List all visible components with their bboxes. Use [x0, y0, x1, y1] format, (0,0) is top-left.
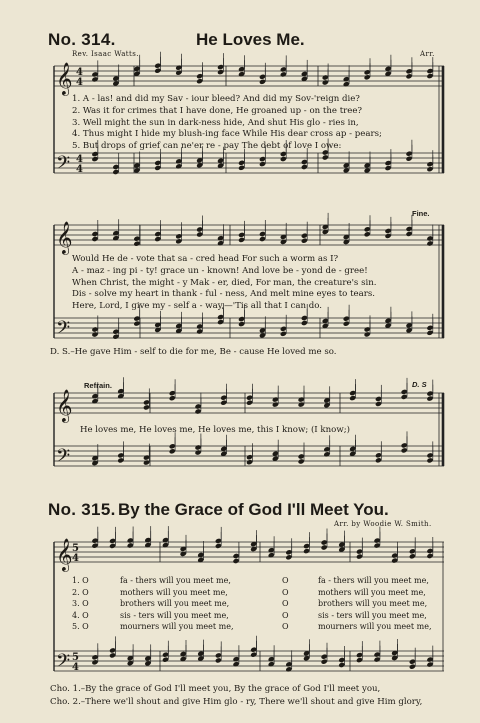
- verse-cell: sis - ters will you meet me,: [318, 610, 427, 620]
- verse-cell: O: [282, 610, 289, 620]
- refrain-label: Refrain.: [84, 381, 112, 390]
- verse-cell: 2. O: [72, 587, 89, 597]
- verse-line: Dis - solve my heart in thank - ful - ness, And melt mine eyes to tears.: [72, 289, 375, 300]
- hymn-315-arr: Arr. by Woodie W. Smith.: [334, 520, 432, 528]
- verse-cell: mourners will you meet me,: [120, 622, 234, 632]
- verse-line: 1. A - las! and did my Sav - iour bleed? And did my Sov-'reign die?: [72, 94, 360, 104]
- verse-line: 5. But drops of grief can ne'er re - pay The debt of love I owe:: [72, 141, 342, 152]
- svg-text:4: 4: [76, 77, 83, 88]
- verse-cell: fa - thers will you meet me,: [318, 576, 429, 585]
- svg-text:4: 4: [76, 154, 83, 165]
- bass-clef-icon: 𝄢: [56, 446, 71, 471]
- verse-line: When Christ, the might - y Mak - er, died, For man, the creature's sin.: [72, 277, 377, 288]
- verse-cell: O: [282, 587, 289, 597]
- refrain-text: He loves me, He loves me, He loves me, this I know; (I know;): [80, 425, 350, 435]
- svg-text:4: 4: [72, 662, 79, 673]
- verse-cell: 1. O: [72, 576, 89, 585]
- verse-line: Here, Lord, I give my - self a - way,—'Tis all that I can do.: [72, 301, 322, 312]
- verse-cell: brothers will you meet me,: [120, 599, 230, 609]
- hymn-314-title: He Loves Me.: [196, 30, 305, 49]
- hymn-314-author: Rev. Isaac Watts.: [72, 50, 139, 58]
- hymn-314-arr: Arr.: [420, 50, 435, 58]
- verse-cell: fa - thers will you meet me,: [120, 576, 231, 585]
- verse-cell: 5. O: [72, 622, 89, 632]
- verse-cell: O: [282, 622, 289, 632]
- treble-clef-icon: 𝄞: [56, 538, 73, 571]
- hymn-315-title: By the Grace of God I'll Meet You.: [118, 500, 389, 519]
- hymn-315-number: No. 315.: [48, 500, 116, 519]
- verse-line: 3. Well might the sun in dark-ness hide, And shut His glo - ries in,: [72, 117, 359, 128]
- verse-cell: 3. O: [72, 599, 89, 609]
- bass-clef-icon: 𝄢: [56, 651, 71, 676]
- verse-cell: O: [282, 576, 289, 585]
- verse-cell: mourners will you meet me,: [318, 622, 432, 632]
- verse-line: 2. Was it for crimes that I have done, He groaned up - on the tree?: [72, 105, 363, 116]
- svg-text:4: 4: [76, 67, 83, 78]
- treble-clef-icon: 𝄞: [56, 221, 73, 254]
- verse-line: A - maz - ing pi - ty! grace un - known! And love be - yond de - gree!: [72, 265, 368, 276]
- hymn-314-number: No. 314.: [48, 30, 116, 49]
- svg-text:4: 4: [72, 553, 79, 564]
- verse-cell: sis - ters will you meet me,: [120, 610, 229, 620]
- verse-cell: 4. O: [72, 610, 89, 620]
- staff-2-treble: [54, 225, 444, 245]
- treble-clef-icon: 𝄞: [56, 389, 73, 422]
- ds-mark: D. S: [412, 380, 427, 389]
- fine-mark: Fine.: [412, 209, 430, 218]
- verse-cell: mothers will you meet me,: [120, 587, 228, 597]
- bass-clef-icon: 𝄢: [56, 153, 71, 178]
- chorus-1: Cho. 1.–By the grace of God I'll meet you, By the grace of God I'll meet you,: [50, 684, 381, 694]
- hymn-314-verses-2: [72, 254, 377, 313]
- verse-cell: O: [282, 599, 289, 609]
- svg-text:5: 5: [72, 652, 79, 663]
- bass-clef-icon: 𝄢: [56, 318, 71, 343]
- hymn-314-verses: [72, 94, 382, 153]
- svg-text:5: 5: [72, 543, 79, 554]
- svg-text:4: 4: [76, 164, 83, 175]
- chorus-2: Cho. 2.–There we'll shout and give Him glo - ry, There we'll shout and give Him glory,: [50, 697, 423, 707]
- verse-line: 4. Thus might I hide my blush-ing face While His dear cross ap - pears;: [72, 129, 382, 140]
- ds-line: D. S.–He gave Him - self to die for me, Be - cause He loved me so.: [50, 347, 337, 357]
- verse-line: Would He de - vote that sa - cred head For such a worm as I?: [72, 254, 339, 264]
- verse-cell: brothers will you meet me,: [318, 599, 428, 609]
- treble-clef-icon: 𝄞: [56, 62, 73, 95]
- verse-cell: mothers will you meet me,: [318, 587, 426, 597]
